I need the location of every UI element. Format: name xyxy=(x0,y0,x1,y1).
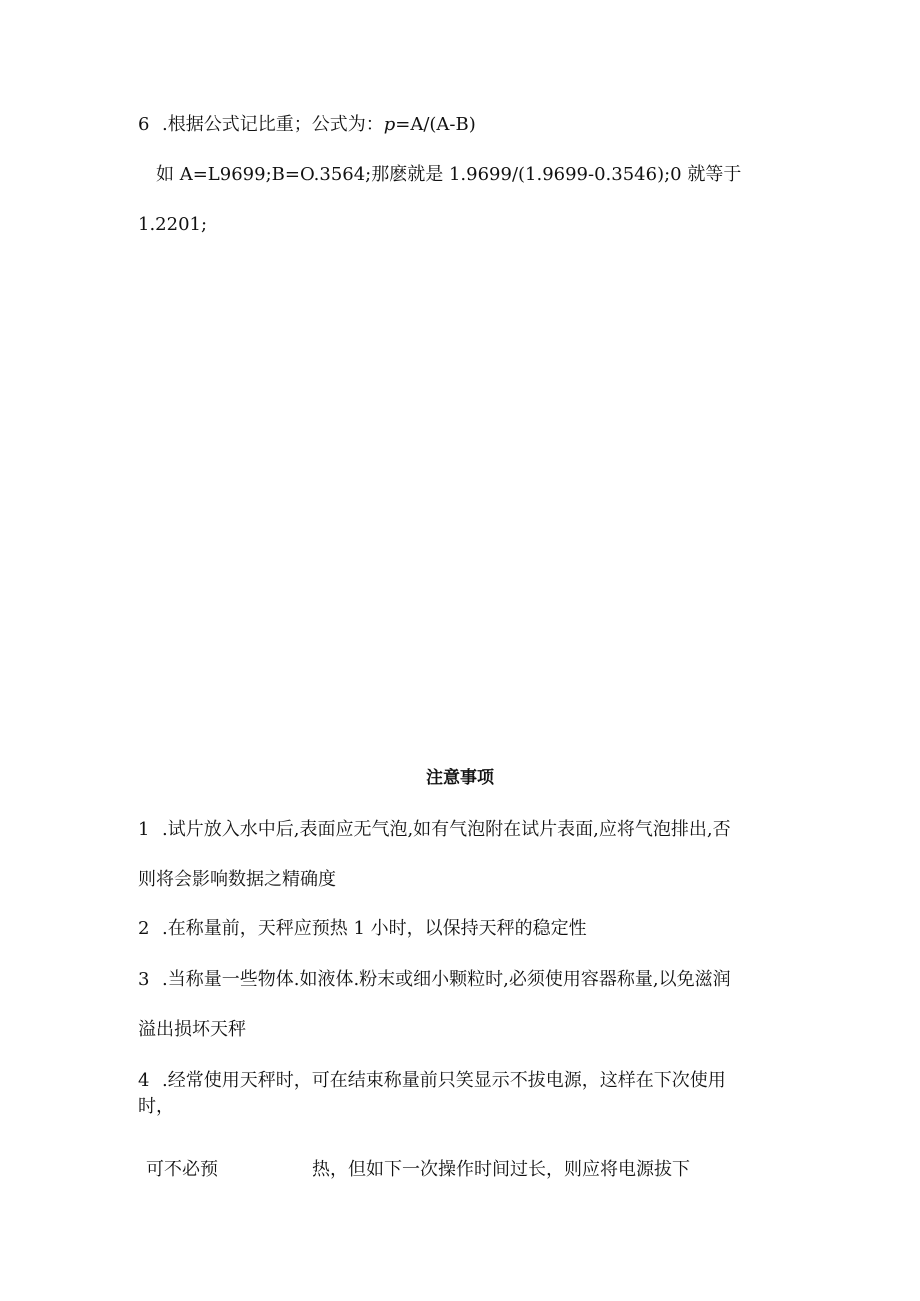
formula-step xyxy=(138,113,476,137)
note-text: .试片放入水中后,表面应无气泡,如有气泡附在试片表面,应将气泡排出,否 xyxy=(162,819,731,840)
note-item-1-continued: 则将会影响数据之精确度 xyxy=(138,869,336,890)
note-item-3 xyxy=(138,968,731,992)
note-number: 4 xyxy=(138,1070,150,1091)
formula-result: 1.2201; xyxy=(138,214,208,235)
note-item-4-final-line xyxy=(146,1158,690,1182)
note-number: 2 xyxy=(138,918,150,939)
step-number: 6 xyxy=(138,114,150,135)
note-text: .在称量前，天秤应预热 1 小时，以保持天秤的稳定性 xyxy=(162,918,587,939)
note-number: 1 xyxy=(138,819,150,840)
note-text-start: 可不必预 xyxy=(146,1159,218,1180)
rho-symbol: p xyxy=(383,114,396,135)
note-item-4 xyxy=(138,1069,726,1093)
note-item-3-continued: 溢出损坏天秤 xyxy=(138,1019,246,1040)
note-text: .当称量一些物体.如液体.粉末或细小颗粒时,必须使用容器称量,以免滋润 xyxy=(162,969,731,990)
formula-text: =A/(A-B) xyxy=(395,114,476,135)
note-text-end: 热，但如下一次操作时间过长，则应将电源拔下 xyxy=(312,1159,690,1180)
note-item-1 xyxy=(138,818,731,842)
note-item-4-continued: 时， xyxy=(138,1096,174,1117)
note-number: 3 xyxy=(138,969,150,990)
notes-heading: 注意事项 xyxy=(426,768,494,788)
formula-example: 如 A=L9699;B=O.3564;那麽就是 1.9699/(1.9699-0.3546);0 就等于 xyxy=(156,164,742,185)
step-text: .根据公式记比重；公式为： xyxy=(162,114,384,135)
note-text: .经常使用天秤时，可在结束称量前只笑显示不拔电源，这样在下次使用 xyxy=(162,1070,726,1091)
note-item-2 xyxy=(138,917,587,941)
